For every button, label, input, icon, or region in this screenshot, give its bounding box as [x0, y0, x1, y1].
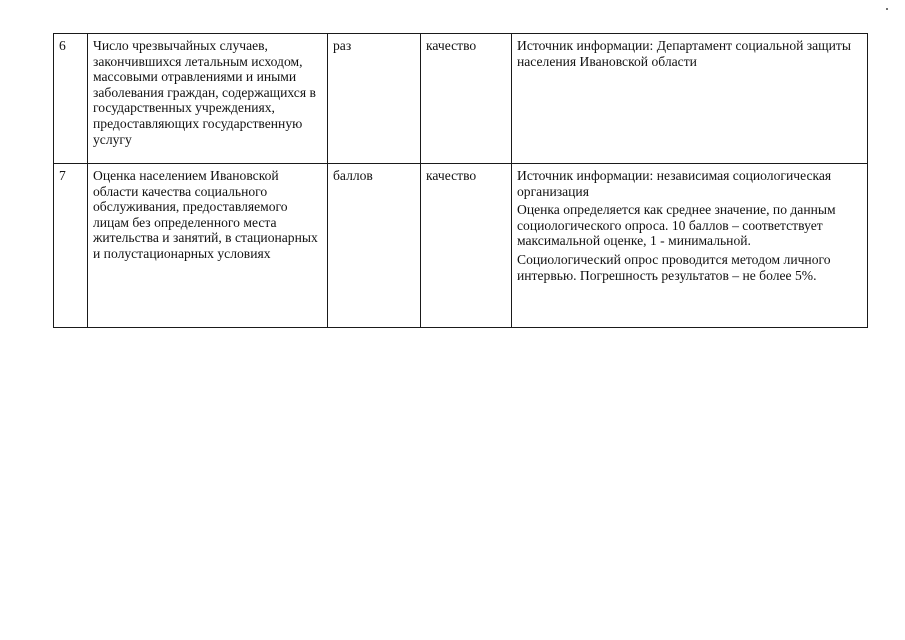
method-paragraph: Оценка определяется как среднее значение, по данным социологического опроса. 10 баллов – соответствует максимальной оценке, 1 - минимальной. [517, 202, 836, 249]
row-number-cell: 7 [54, 164, 88, 328]
table-row [54, 164, 868, 328]
source-paragraph: Источник информации: независимая социологическая организация [517, 168, 832, 199]
indicator-name-cell: Оценка населением Ивановской области качества социального обслуживания, предоставляемого лицам без определенного места жительства и занятий, в стационарных и полустационарных условиях [88, 164, 328, 328]
source-cell [512, 164, 868, 328]
survey-paragraph: Социологический опрос проводится методом личного интервью. Погрешность результатов – не более 5%. [517, 251, 831, 283]
unit-cell: раз [328, 34, 421, 164]
row-number-cell: 6 [54, 34, 88, 164]
indicator-type-cell: качество [421, 164, 512, 328]
source-cell [512, 34, 868, 164]
unit-cell: баллов [328, 164, 421, 328]
indicator-type-cell: качество [421, 34, 512, 164]
source-paragraph: Источник информации: Департамент социальной защиты населения Ивановской области [517, 38, 852, 69]
table-row [54, 34, 868, 164]
indicators-table [53, 33, 868, 328]
scan-speck [886, 8, 888, 10]
indicator-name-cell: Число чрезвычайных случаев, закончившихся летальным исходом, массовыми отравлениями и иными заболевания граждан, содержащихся в государственных учреждениях, предоставляющих государственную услугу [88, 34, 328, 164]
